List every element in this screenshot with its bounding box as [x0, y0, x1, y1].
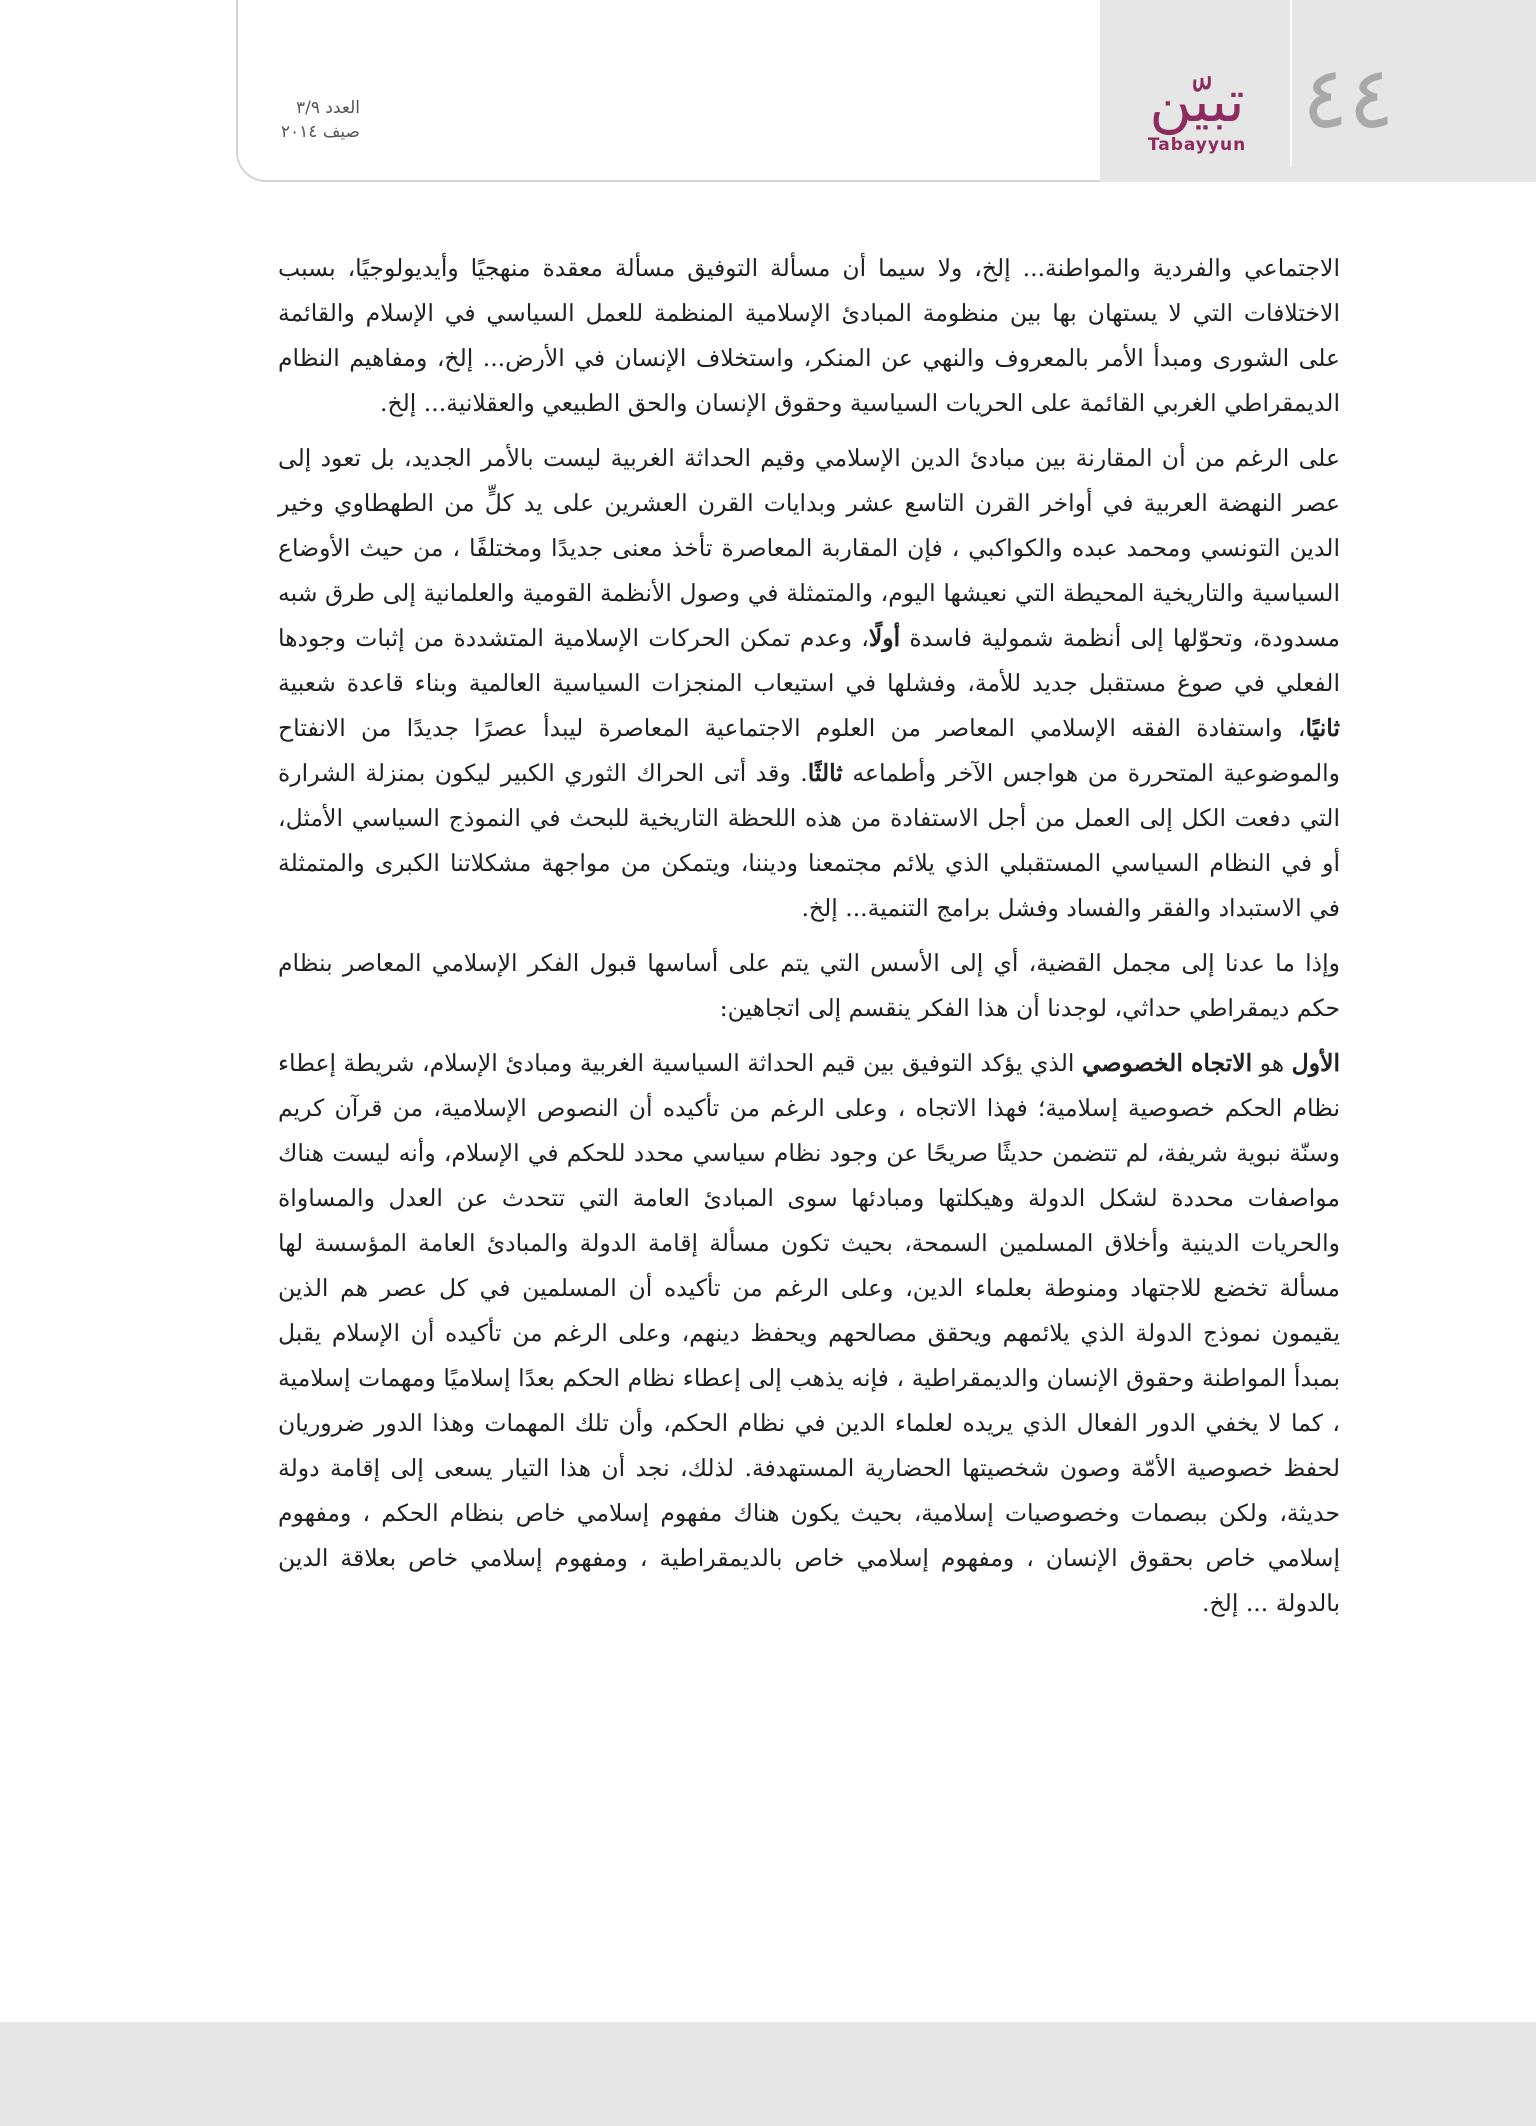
paragraph-text: وإذا ما عدنا إلى مجمل القضية، أي إلى الأسس التي يتم على أساسها قبول الفكر الإسلامي المعاصر بنظام حكم ديمقراطي حداثي، لوجدنا أن هذا الفكر ينقسم إلى اتجاهين: — [278, 949, 1340, 1022]
emphasis-text: الاتجاه الخصوصي — [1081, 1049, 1253, 1077]
page-number: ٤٤ — [1302, 48, 1395, 148]
journal-logo — [1122, 68, 1272, 164]
logo-latin-text: Tabayyun — [1147, 135, 1247, 155]
paragraph — [278, 941, 1340, 1031]
article-body — [278, 246, 1340, 1636]
issue-season: صيف ٢٠١٤ — [280, 122, 360, 142]
paragraph-text: ، وعدم تمكن الحركات الإسلامية المتشددة من إثبات وجودها الفعلي في صوغ مستقبل جديد للأمة، وفشلها في استيعاب المنجزات السياسية العالمية وبناء قاعدة شعبية — [278, 624, 1340, 697]
paragraph-text: هو — [1252, 1049, 1292, 1077]
emphasis-text: أولًا — [868, 624, 901, 652]
footer-band — [0, 2022, 1536, 2126]
paragraph-text: . وقد أتى الحراك الثوري الكبير ليكون بمنزلة الشرارة التي دفعت الكل إلى العمل من أجل الاستفادة من هذه اللحظة التاريخية للبحث في النموذج السياسي الأمثل، أو في النظام السياسي المستقبلي الذي يلائم مجتمعنا وديننا، ويتمكن من مواجهة مشكلاتنا الكبرى والمتمثلة في الاستبداد والفقر والفساد وفشل برامج التنمية... إلخ. — [278, 759, 1340, 922]
paragraph — [278, 436, 1340, 931]
emphasis-text: ثالثًا — [807, 759, 843, 787]
emphasis-text: ثانيًا — [1305, 714, 1340, 742]
emphasis-text: الأول — [1291, 1049, 1340, 1077]
paragraph-text: ، واستفادة الفقه الإسلامي المعاصر من العلوم الاجتماعية المعاصرة ليبدأ عصرًا جديدًا من الانفتاح والموضوعية المتحررة من هواجس الآخر وأطماعه — [278, 714, 1341, 787]
paragraph-text: على الرغم من أن المقارنة بين مبادئ الدين الإسلامي وقيم الحداثة الغربية ليست بالأمر الجديد، بل تعود إلى عصر النهضة العربية في أواخر القرن التاسع عشر وبدايات القرن العشرين على يد كلٍّ من الطهطاوي وخير الدين التونسي ومحمد عبده والكواكبي ، فإن المقاربة المعاصرة تأخذ معنى جديدًا ومختلفًا ، من حيث الأوضاع السياسية والتاريخية المحيطة التي نعيشها اليوم، والمتمثلة في وصول الأنظمة القومية والعلمانية إلى طرق شبه مسدودة، وتحوّلها إلى أنظمة شمولية فاسدة — [278, 444, 1340, 652]
header-divider — [1290, 0, 1292, 166]
issue-number: العدد ٣/٩ — [295, 98, 360, 118]
paragraph-text: الذي يؤكد التوفيق بين قيم الحداثة السياسية الغربية ومبادئ الإسلام، شريطة إعطاء نظام الحكم خصوصية إسلامية؛ فهذا الاتجاه ، وعلى الرغم من تأكيده أن النصوص الإسلامية، من قرآن كريم وسنّة نبوية شريفة، لم تتضمن حديثًا صريحًا عن وجود نظام سياسي محدد للحكم في الإسلام، وأنه ليست هناك مواصفات محددة لشكل الدولة وهيكلتها ومبادئها سوى المبادئ العامة التي تتحدث عن العدل والمساواة والحريات الدينية وأخلاق المسلمين السمحة، بحيث تكون مسألة إقامة الدولة والمبادئ العامة المؤسسة لها مسألة تخضع للاجتهاد ومنوطة بعلماء الدين، وعلى الرغم من تأكيده أن المسلمين في كل عصر هم الذين يقيمون نموذج الدولة الذي يلائمهم ويحقق مصالحهم ويحفظ دينهم، وعلى الرغم من تأكيده أن الإسلام يقبل بمبدأ المواطنة وحقوق الإنسان والديمقراطية ، فإنه يذهب إلى إعطاء نظام الحكم بعدًا إسلاميًا ومهمات إسلامية ، كما لا يخفي الدور الفعال الذي يريده لعلماء الدين في نظام الحكم، وأن تلك المهمات وهذا الدور ضروريان لحفظ خصوصية الأمّة وصون شخصيتها الحضارية المستهدفة. لذلك، نجد أن هذا التيار يسعى إلى إقامة دولة حديثة، ولكن ببصمات وخصوصيات إسلامية، بحيث يكون هناك مفهوم إسلامي خاص بنظام الحكم ، ومفهوم إسلامي خاص بحقوق الإنسان ، ومفهوم إسلامي خاص بالديمقراطية ، ومفهوم إسلامي خاص بعلاقة الدين بالدولة ... إلخ. — [278, 1049, 1340, 1617]
issue-info — [270, 96, 360, 144]
paragraph — [278, 246, 1340, 426]
paragraph-text: الاجتماعي والفردية والمواطنة... إلخ، ولا سيما أن مسألة التوفيق مسألة معقدة منهجيًا وأيديولوجيًا، بسبب الاختلافات التي لا يستهان بها بين منظومة المبادئ الإسلامية المنظمة للعمل السياسي في الإسلام والقائمة على الشورى ومبدأ الأمر بالمعروف والنهي عن المنكر، واستخلاف الإنسان في الأرض... إلخ، ومفاهيم النظام الديمقراطي الغربي القائمة على الحريات السياسية وحقوق الإنسان والحق الطبيعي والعقلانية... إلخ. — [278, 254, 1340, 417]
logo-arabic-text: تبيّن — [1149, 67, 1245, 135]
paragraph — [278, 1041, 1340, 1626]
